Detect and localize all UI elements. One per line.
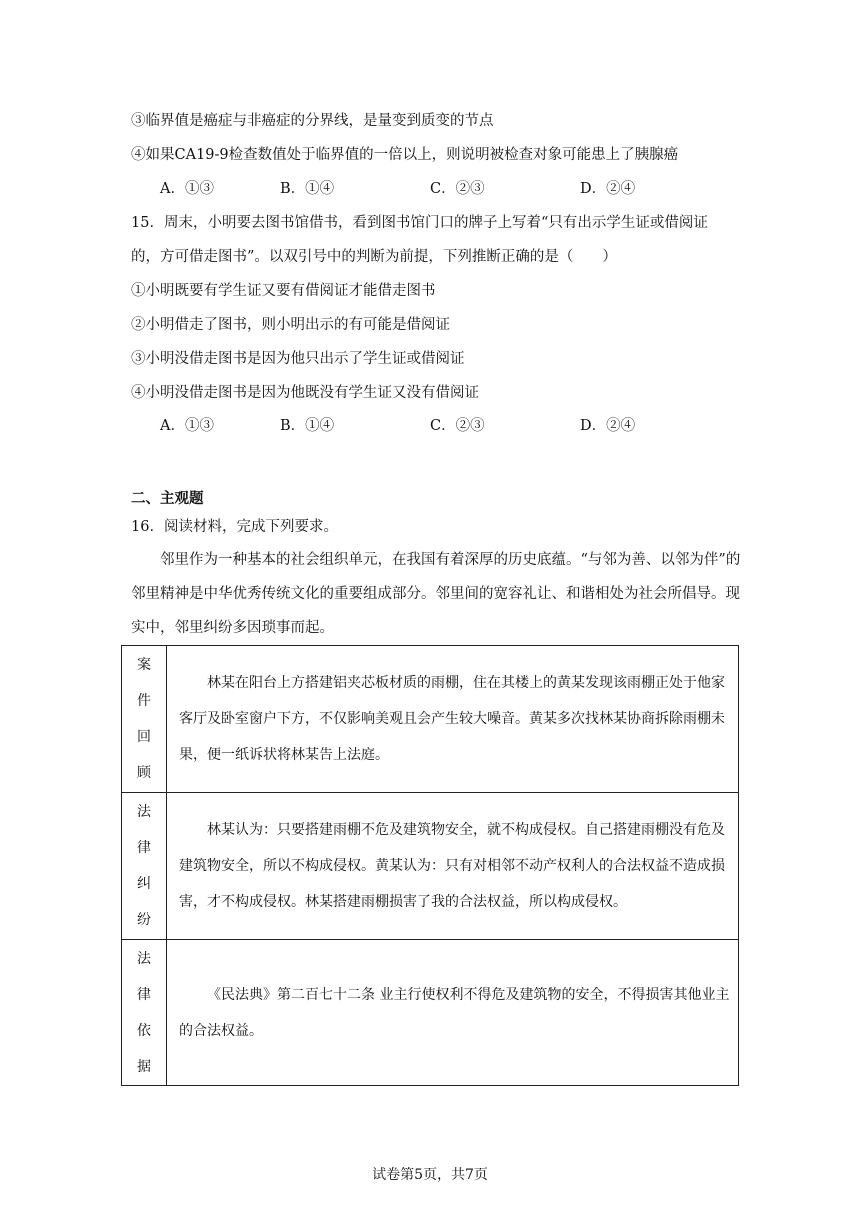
row-label-char: 依	[137, 1022, 151, 1039]
q15-option-c: C．②③	[430, 418, 485, 434]
row-label-char: 据	[137, 1058, 151, 1075]
row-label	[122, 793, 167, 940]
q15-stem-line-2: 的，方可借走图书”。以双引号中的判断为前提，下列推断正确的是（ ）	[131, 249, 617, 265]
q15-statement-4: ④小明没借走图书是因为他既没有学生证又没有借阅证	[131, 385, 479, 401]
q14-statement-4: ④如果CA19-9检查数值处于临界值的一倍以上，则说明被检查对象可能患上了胰腺癌	[131, 147, 679, 163]
q16-material: 邻里作为一种基本的社会组织单元，在我国有着深厚的历史底蕴。“与邻为善、以邻为伴”的邻里精神是中华优秀传统文化的重要组成部分。邻里间的宽容礼让、和谐相处为社会所倡导。现实中，邻里纠纷多因琐事而起。	[131, 552, 741, 636]
q15-statement-2: ②小明借走了图书，则小明出示的有可能是借阅证	[131, 317, 450, 333]
page-footer: 试卷第5页，共7页	[372, 1167, 488, 1183]
q15-option-b: B．①④	[280, 418, 335, 434]
q14-option-d: D．②④	[580, 181, 636, 197]
row-label	[122, 940, 167, 1086]
q15-option-a: A．①③	[160, 418, 214, 434]
row-label-char: 法	[137, 950, 151, 967]
row-content	[167, 940, 739, 1086]
row-text: 林某认为：只要搭建雨棚不危及建筑物安全，就不构成侵权。自己搭建雨棚没有危及建筑物安全，所以不构成侵权。黄某认为：只有对相邻不动产权利人的合法权益不造成损害，才不构成侵权。林某搭建雨棚损害了我的合法权益，所以构成侵权。	[179, 822, 725, 910]
row-label-char: 案	[137, 657, 151, 673]
q15-stem-line-1: 15．周末，小明要去图书馆借书，看到图书馆门口的牌子上写着“只有出示学生证或借阅证	[131, 215, 708, 231]
case-table	[121, 645, 739, 1086]
row-label-char: 件	[137, 693, 151, 709]
row-text: 林某在阳台上方搭建铝夹芯板材质的雨棚，住在其楼上的黄某发现该雨棚正处于他家客厅及卧室窗户下方，不仅影响美观且会产生较大噪音。黄某多次找林某协商拆除雨棚未果，便一纸诉状将林某告上法庭。	[179, 675, 725, 763]
row-label-char: 纠	[137, 876, 151, 892]
table-row	[122, 646, 739, 793]
q14-option-a: A．①③	[160, 181, 214, 197]
row-label-char: 纷	[137, 912, 151, 928]
table-row	[122, 940, 739, 1086]
row-label-char: 顾	[137, 765, 151, 781]
q14-option-b: B．①④	[280, 181, 335, 197]
row-label-char: 律	[137, 840, 151, 856]
row-content	[167, 646, 739, 793]
q15-statement-1: ①小明既要有学生证又要有借阅证才能借走图书	[131, 283, 436, 299]
q15-option-d: D．②④	[580, 418, 636, 434]
row-label-char: 法	[137, 804, 151, 820]
row-content	[167, 793, 739, 940]
q15-statement-3: ③小明没借走图书是因为他只出示了学生证或借阅证	[131, 351, 465, 367]
section-title: 二、主观题	[131, 491, 204, 507]
q14-option-c: C．②③	[430, 181, 485, 197]
row-label	[122, 646, 167, 793]
row-label-char: 律	[137, 986, 151, 1003]
row-text: 《民法典》第二百七十二条 业主行使权利不得危及建筑物的安全，不得损害其他业主的合法权益。	[179, 986, 730, 1039]
q14-statement-3: ③临界值是癌症与非癌症的分界线，是量变到质变的节点	[131, 113, 494, 129]
q16-stem: 16．阅读材料，完成下列要求。	[131, 519, 338, 535]
row-label-char: 回	[137, 729, 151, 745]
table-row	[122, 793, 739, 940]
